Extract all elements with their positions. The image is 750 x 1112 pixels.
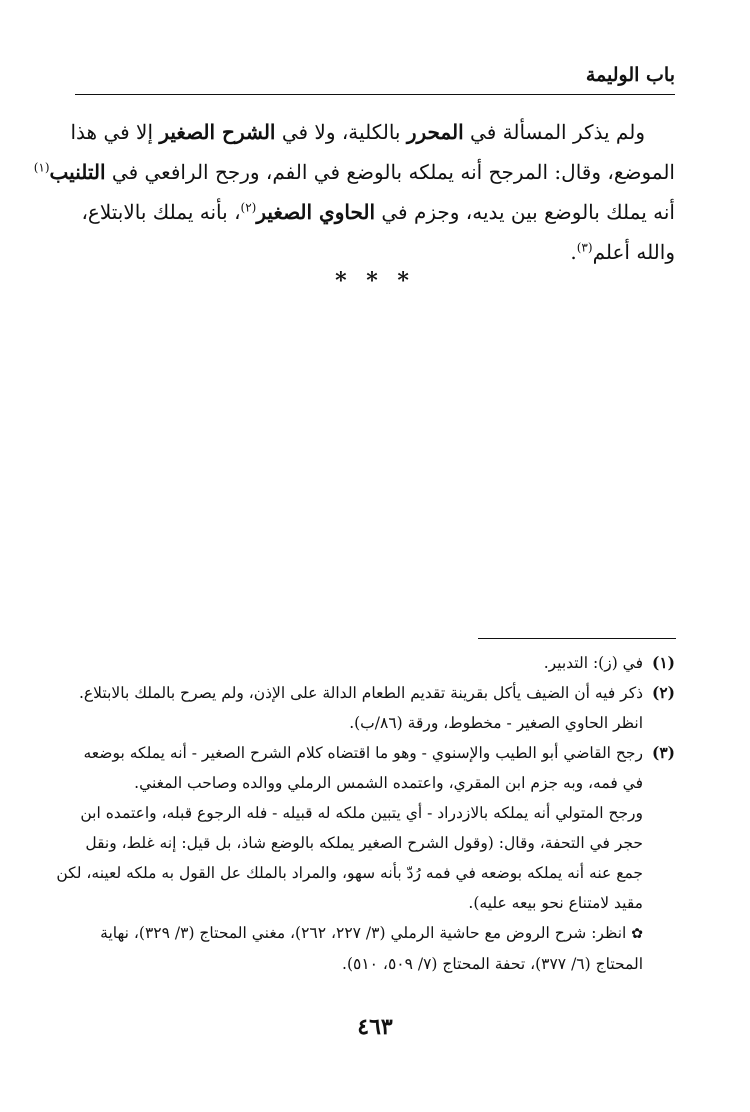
footnote-ref-1[interactable]: (١) [33, 160, 50, 175]
chapter-title: باب الوليمة [585, 64, 675, 86]
main-line-1: ولم يذكر المسألة في المحرر بالكلية، ولا في الشرح الصغير إلا في هذا [70, 120, 645, 144]
main-line-4: والله أعلم$^{(٣)}$. [570, 240, 675, 264]
book-ref-hawi-saghir: الحاوي الصغير [256, 200, 376, 224]
footnote-divider [478, 638, 676, 639]
footnote-number: (٣) [651, 743, 675, 762]
main-text [33, 112, 675, 272]
footnote-number: (٢) [651, 683, 675, 702]
book-ref-muharrar: المحرر [406, 120, 464, 144]
running-header [75, 60, 675, 95]
footnote-ref-2[interactable]: (٢) [240, 200, 257, 215]
section-separator: * * * [335, 268, 415, 294]
footnote-1: (١) في (ز): التدبير. [75, 648, 675, 678]
main-line-2: الموضع، وقال: المرجح أنه يملكه بالوضع في الفم، ورجح الرافعي في التلنيب$^{(١)}$ [33, 160, 675, 184]
footnote-2: (٢) ذكر فيه أن الضيف يأكل بقرينة تقديم الطعام الدالة على الإذن، ولم يصرح بالملك بالابتلاع. انظر الحاوي الصغير - مخطوط، ورقة (٨٦/ب). [75, 678, 675, 738]
footnote-ref-3[interactable]: (٣) [576, 240, 593, 255]
page-number: ٤٦٣ [357, 1014, 393, 1040]
footnotes [56, 648, 675, 979]
footnote-3: (٣) رجح القاضي أبو الطيب والإسنوي - وهو ما اقتضاه كلام الشرح الصغير - أنه يملكه بوضعه في فمه، وبه جزم ابن المقري، واعتمده الشمس الرملي ووالده وصاحب المغني. ورجح المتولي أنه يملكه بالازدراد - أي يتبين ملكه له قبيله - فله الرجوع قبله، واعتمده ابن حجر في التحفة، وقال: (وقول الشرح الصغير يملكه بالوضع شاذ، بل قيل: إنه غلط، ونقل جمع عنه أنه يملكه بوضعه في فمه رُدّ بأنه سهو، والمراد بالملك عل القول به ملكه لعينه، لكن مقيد لامتناع نحو بيعه عليه). ✿ انظر: شرح الروض مع حاشية الرملي (٣/ ٢٢٧، ٢٦٢)، مغني المحتاج (٣/ ٣٢٩)، نهاية المحتاج (٦/ ٣٧٧)، تحفة المحتاج (٧/ ٥٠٩، ٥١٠). [75, 738, 675, 979]
main-line-3: أنه يملك بالوضع بين يديه، وجزم في الحاوي الصغير$^{(٢)}$، بأنه يملك بالابتلاع، [81, 200, 675, 224]
footnote-number: (١) [651, 653, 675, 672]
book-ref-talnib: التلنيب [49, 160, 106, 184]
flower-icon: ✿ [631, 926, 643, 942]
book-ref-sharh-saghir: الشرح الصغير [159, 120, 276, 144]
